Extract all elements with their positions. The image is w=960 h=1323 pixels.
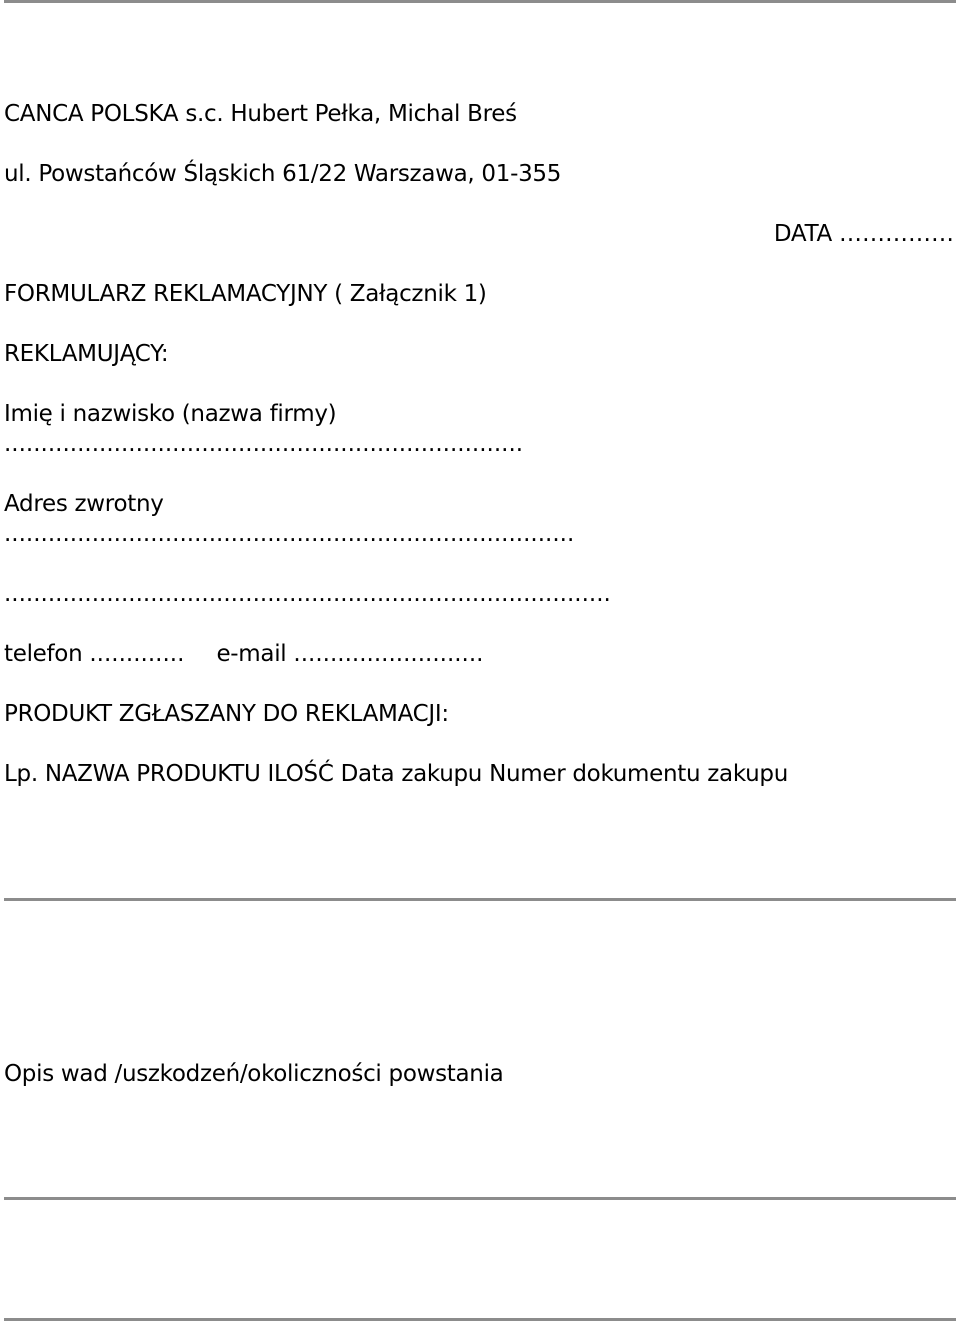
phone-label: telefon	[4, 641, 83, 667]
complainant-heading: REKLAMUJĄCY:	[4, 341, 169, 367]
phone-dots: .............	[89, 641, 185, 667]
date-label: DATA	[773, 221, 832, 247]
table-divider	[4, 898, 956, 901]
email-label: e-mail	[216, 641, 287, 667]
name-dots: .......................................................................	[4, 431, 524, 457]
form-title: FORMULARZ REKLAMACYJNY ( Załącznik 1)	[4, 281, 487, 307]
address-label: Adres zwrotny	[4, 491, 164, 517]
date-dots: ……………	[839, 221, 954, 247]
email-dots: ..........................	[293, 641, 484, 667]
company-name: CANCA POLSKA s.c. Hubert Pełka, Michal Breś	[4, 101, 517, 127]
date-field	[774, 219, 954, 249]
bottom-rule	[4, 1318, 956, 1321]
defects-label: Opis wad /uszkodzeń/okoliczności powstania	[4, 1061, 504, 1087]
product-heading: PRODUKT ZGŁASZANY DO REKLAMACJI:	[4, 701, 449, 727]
contact-row	[4, 639, 484, 669]
name-label: Imię i nazwisko (nazwa firmy)	[4, 401, 337, 427]
product-table-header: Lp. NAZWA PRODUKTU ILOŚĆ Data zakupu Numer dokumentu zakupu	[4, 761, 789, 787]
address-dots-2: ...................................................................................	[4, 581, 611, 607]
company-address: ul. Powstańców Śląskich 61/22 Warszawa, 01-355	[4, 161, 562, 187]
top-rule	[4, 0, 956, 3]
defects-divider	[4, 1197, 956, 1200]
address-dots-1: ..............................................................................	[4, 521, 575, 547]
